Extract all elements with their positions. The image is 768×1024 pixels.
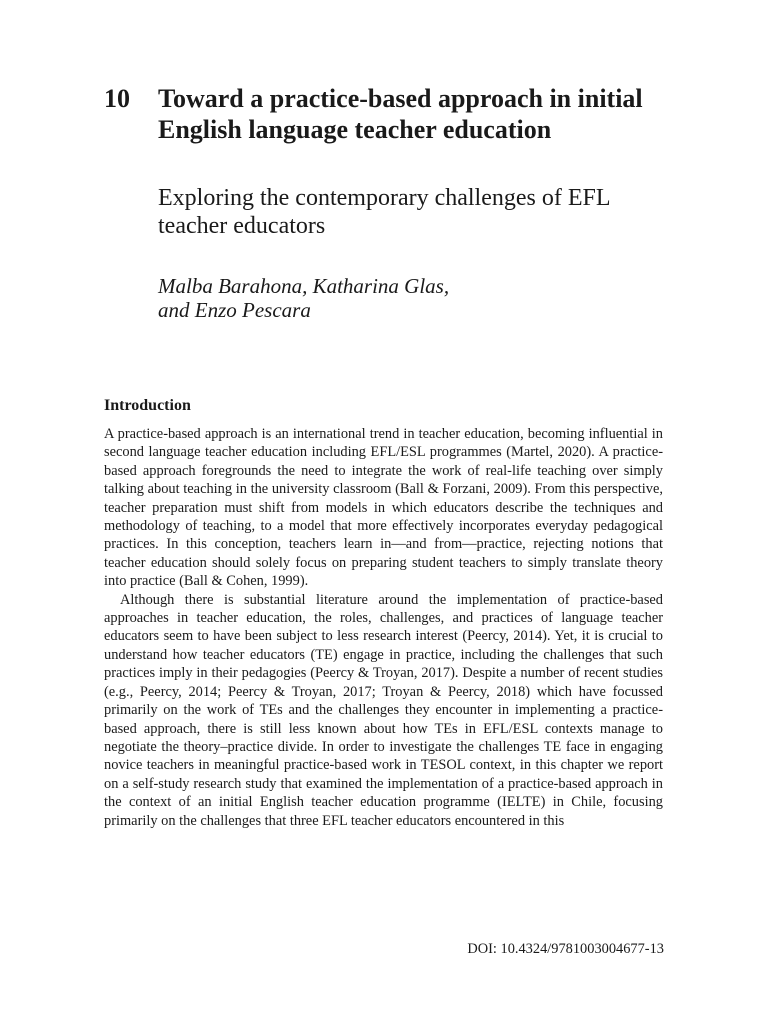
paragraph: Although there is substantial literature around the implementation of practice-based approaches in teacher education, the roles, challenges, and practices of language teacher educators seem to have been subject to less research interest (Peercy, 2014). Yet, it is crucial to understand how teacher educators (TE) engage in practice, including the challenges that such practices imply in their pedagogies (Peercy & Troyan, 2017). Despite a number of recent studies (e.g., Peercy, 2014; Peercy & Troyan, 2017; Troyan & Peercy, 2018) which have focussed primarily on the work of TEs and the challenges they encounter in implementing a practice-based approach, there is still less known about how TEs in EFL/ESL contexts manage to negotiate the theory–practice divide. In order to investigate the challenges TE face in engaging novice teachers in meaningful practice-based work in TESOL context, in this chapter we report on a self-study research study that examined the implementation of a practice-based approach in the context of an initial English teacher education programme (IELTE) in Chile, focusing primarily on the challenges that three EFL teacher educators encountered in this — [104, 591, 663, 829]
doi-footer: DOI: 10.4324/9781003004677-13 — [467, 941, 664, 957]
authors-line: and Enzo Pescara — [158, 298, 311, 322]
section-heading: Introduction — [104, 397, 191, 414]
chapter-authors — [158, 274, 638, 322]
authors-line: Malba Barahona, Katharina Glas, — [158, 274, 450, 298]
chapter-title: Toward a practice-based approach in initial English language teacher education — [158, 84, 643, 144]
chapter-number: 10 — [104, 84, 130, 113]
body-text — [104, 425, 663, 830]
chapter-subtitle: Exploring the contemporary challenges of EFL teacher educators — [158, 185, 610, 239]
paragraph: A practice-based approach is an international trend in teacher education, becoming influential in second language teacher education including EFL/ESL programmes (Martel, 2020). A practice-based approach foregrounds the need to integrate the work of real-life teaching over simply talking about teaching in the university classroom (Ball & Forzani, 2009). From this perspective, teacher preparation must shift from models in which educators describe the techniques and methodology of teaching, to a model that more effectively incorporates everyday pedagogical practices. In this conception, teachers learn in—and from—practice, rejecting notions that teacher education should solely focus on preparing student teachers to simply translate theory into practice (Ball & Cohen, 1999). — [104, 426, 663, 590]
